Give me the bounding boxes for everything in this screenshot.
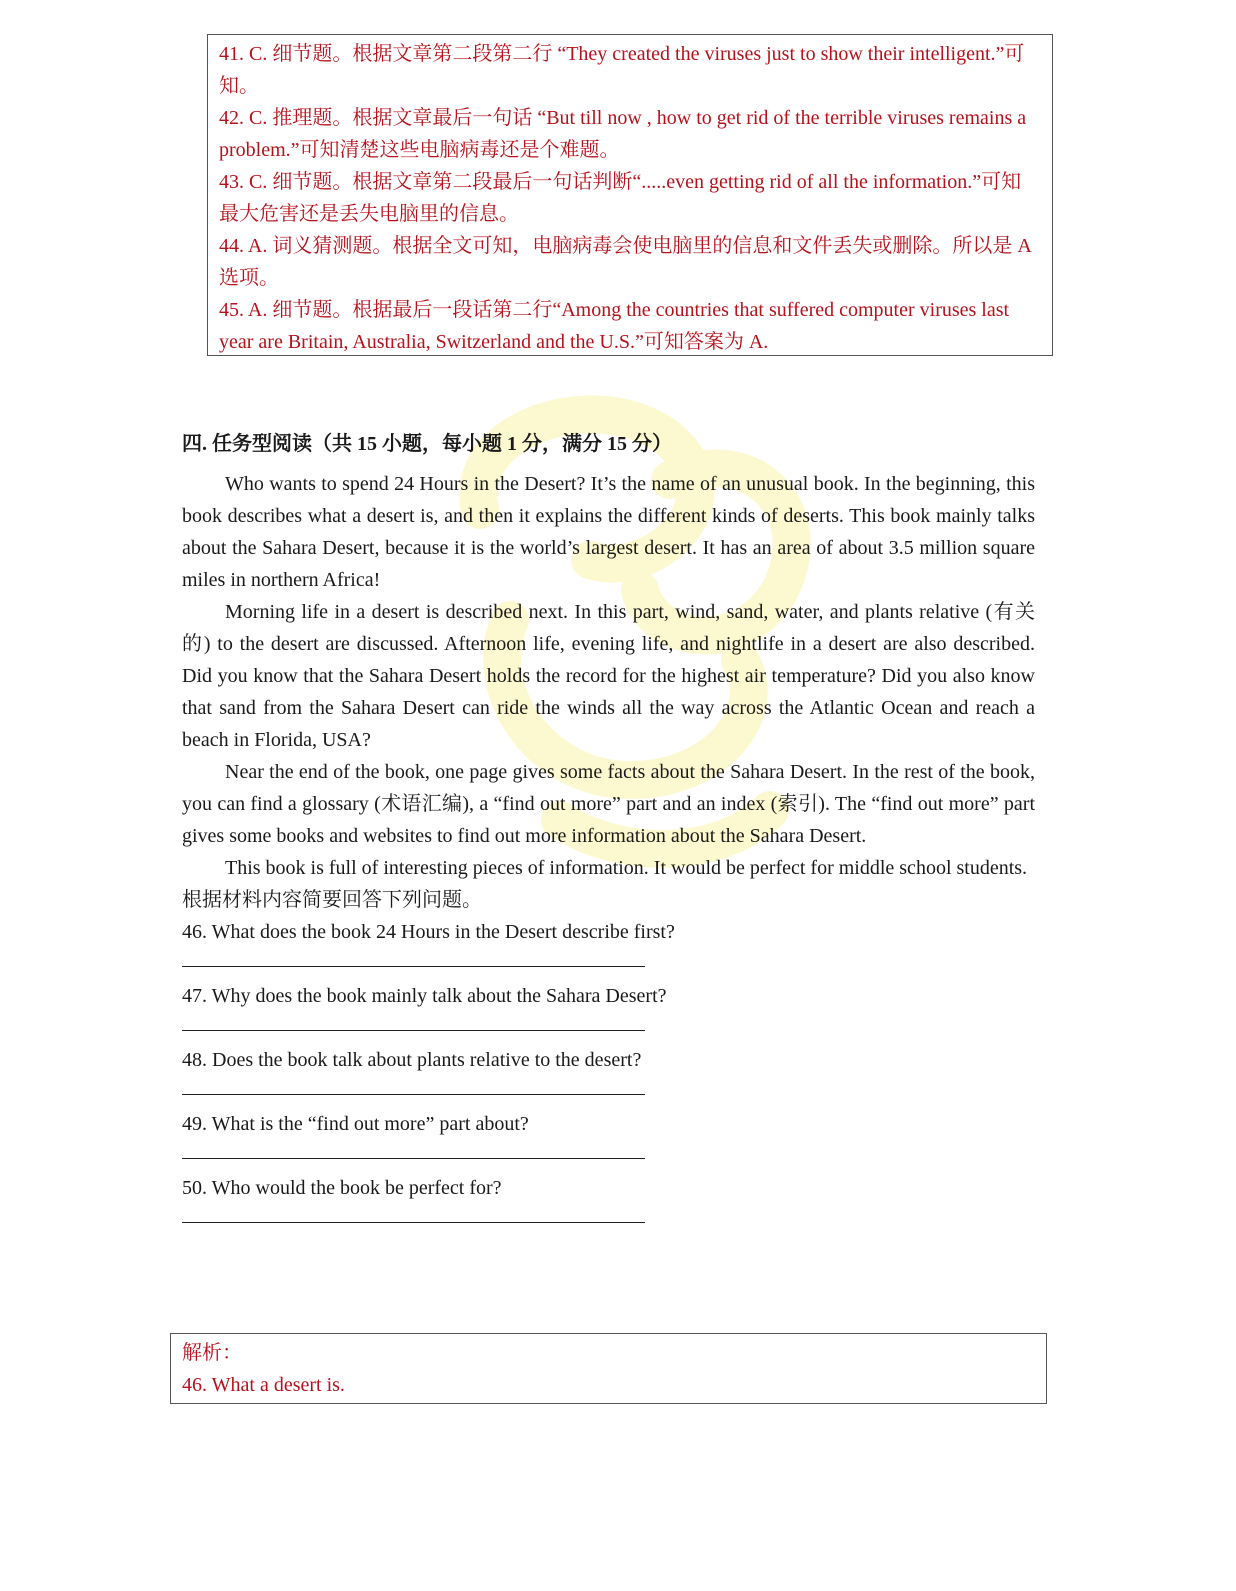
answer-line[interactable] <box>182 1012 1035 1044</box>
task-reading-section <box>182 428 1035 1236</box>
answer-line[interactable] <box>182 1204 1035 1236</box>
question-47: 47. Why does the book mainly talk about the Sahara Desert? <box>182 985 667 1007</box>
instruction: 根据材料内容简要回答下列问题。 <box>182 889 482 911</box>
answer-box-41-45 <box>207 34 1053 356</box>
answer-46: 46. What a desert is. <box>182 1374 345 1396</box>
question-48: 48. Does the book talk about plants relative to the desert? <box>182 1049 642 1071</box>
answer-box-46 <box>170 1333 1047 1404</box>
section-heading: 四. 任务型阅读（共 15 小题，每小题 1 分，满分 15 分） <box>182 433 672 455</box>
passage-paragraph: Morning life in a desert is described next. In this part, wind, sand, water, and plants relative (有关的) to the desert are discussed. Afternoon life, evening life, and nightlife in a desert are also described. Did you know that the Sahara Desert holds the record for the highest air temperature? Did you also know that sand from the Sahara Desert can ride the winds all the way across the Atlantic Ocean and reach a beach in Florida, USA? <box>182 601 1035 751</box>
answer-line[interactable] <box>182 1076 1035 1108</box>
question-46: 46. What does the book 24 Hours in the Desert describe first? <box>182 921 675 943</box>
analysis-label: 解析： <box>182 1342 242 1364</box>
answer-42: 42. C. 推理题。根据文章最后一句话 “But till now , how to get rid of the terrible viruses remains a problem.”可知清楚这些电脑病毒还是个难题。 <box>219 107 1027 161</box>
answer-44: 44. A. 词义猜测题。根据全文可知，电脑病毒会使电脑里的信息和文件丢失或删除。所以是 A 选项。 <box>219 235 1031 289</box>
passage-paragraph: Near the end of the book, one page gives some facts about the Sahara Desert. In the rest of the book, you can find a glossary (术语汇编), a “find out more” part and an index (索引). The “find out more” part gives some books and websites to find out more information about the Sahara Desert. <box>182 761 1035 847</box>
question-50: 50. Who would the book be perfect for? <box>182 1177 502 1199</box>
answer-line[interactable] <box>182 948 1035 980</box>
answer-45: 45. A. 细节题。根据最后一段话第二行“Among the countries that suffered computer viruses last year are Britain, Australia, Switzerland and the U.S.”可知答案为 A. <box>219 299 1010 353</box>
question-49: 49. What is the “find out more” part about? <box>182 1113 529 1135</box>
answer-43: 43. C. 细节题。根据文章第二段最后一句话判断“.....even getting rid of all the information.”可知最大危害还是丢失电脑里的信息。 <box>219 171 1022 225</box>
passage-paragraph: This book is full of interesting pieces of information. It would be perfect for middle school students. <box>225 857 1028 879</box>
answer-line[interactable] <box>182 1140 1035 1172</box>
answer-41: 41. C. 细节题。根据文章第二段第二行 “They created the viruses just to show their intelligent.”可知。 <box>219 43 1025 97</box>
passage-paragraph: Who wants to spend 24 Hours in the Desert? It’s the name of an unusual book. In the beginning, this book describes what a desert is, and then it explains the different kinds of deserts. This book mainly talks about the Sahara Desert, because it is the world’s largest desert. It has an area of about 3.5 million square miles in northern Africa! <box>182 473 1035 591</box>
